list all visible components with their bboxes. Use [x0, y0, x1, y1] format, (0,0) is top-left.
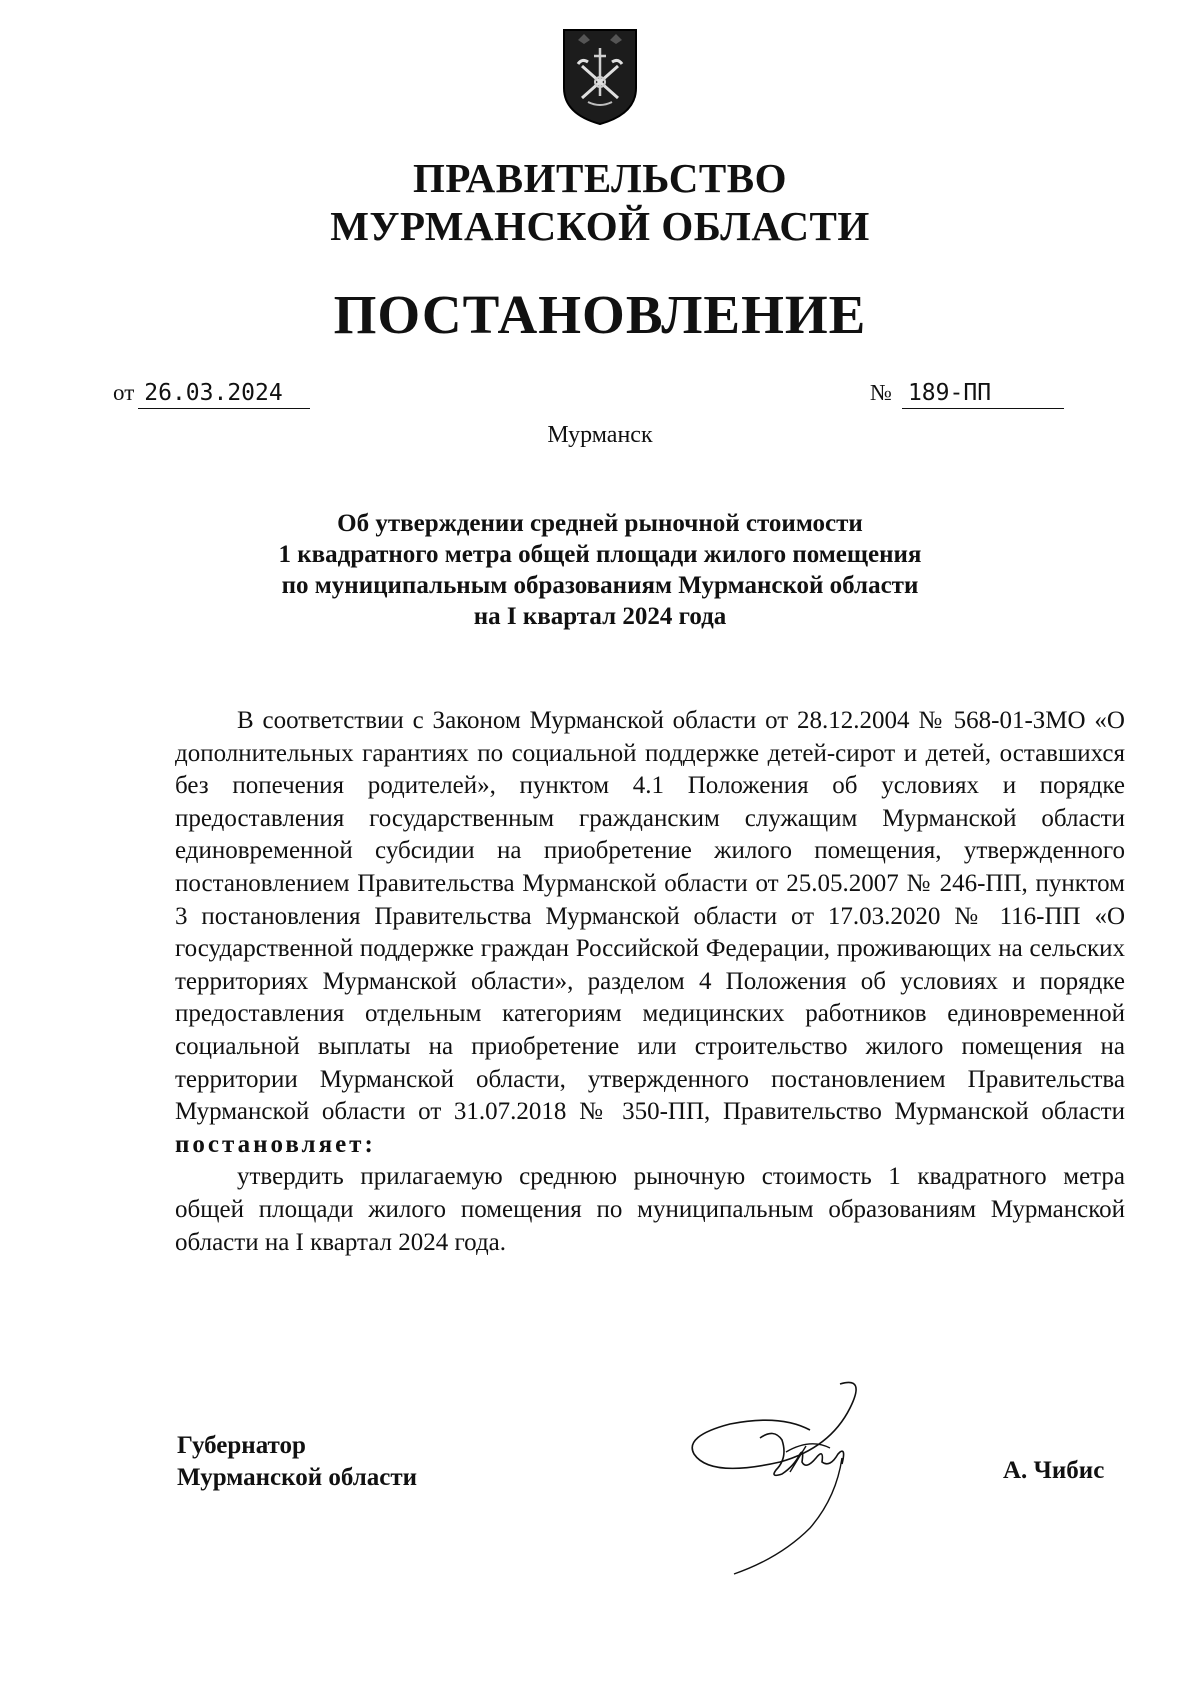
preamble-paragraph	[175, 705, 1125, 1161]
org-name-line1: ПРАВИТЕЛЬСТВО	[412, 155, 788, 201]
coat-of-arms-icon	[558, 26, 642, 126]
document-type-title: ПОСТАНОВЛЕНИЕ	[333, 284, 867, 345]
org-name-line2: МУРМАНСКОЙ ОБЛАСТИ	[330, 203, 870, 249]
date-prefix: от	[113, 380, 135, 405]
document-subject	[0, 508, 1200, 632]
preamble-text: В соответствии с Законом Мурманской области от 28.12.2004 № 568-01-ЗМО «О дополнительных гарантиях по социальной поддержке детей-сирот и детей, оставшихся без попечения родителей», пунктом 4.1 Положения об условиях и порядке предоставления государственным гражданским служащим Мурманской области единовременной субсидии на приобретение жилого помещения, утвержденного постановлением Правительства Мурманской области от 25.05.2007 № 246-ПП, пунктом 3 постановления Правительства Мурманской области от 17.03.2020 № 116-ПП «О государственной поддержке граждан Российской Федерации, проживающих на сельских территориях Мурманской области», разделом 4 Положения об условиях и порядке предоставления отдельным категориям медицинских работников единовременной социальной выплаты на приобретение или строительство жилого помещения на территории Мурманской области, утвержденного постановлением Правительства Мурманской области от 31.07.2018 № 350-ПП, Правительство Мурманской области	[175, 707, 1125, 1126]
subject-line: по муниципальным образованиям Мурманской области	[281, 572, 919, 599]
document-number	[870, 378, 1064, 409]
handwritten-signature-icon	[690, 1378, 930, 1578]
signer-title-line2: Мурманской области	[177, 1464, 418, 1491]
date-value: 26.03.2024	[138, 378, 310, 409]
resolution-verb: постановляет:	[175, 1130, 376, 1158]
subject-line: 1 квадратного метра общей площади жилого помещения	[278, 541, 922, 568]
subject-line: на I квартал 2024 года	[473, 603, 727, 630]
signer-position	[177, 1430, 417, 1494]
signer-name: А. Чибис	[1003, 1457, 1105, 1484]
city-name: Мурманск	[547, 422, 653, 448]
signer-title-line1: Губернатор	[177, 1432, 306, 1459]
document-date	[113, 378, 310, 409]
document-body	[175, 705, 1125, 1259]
resolution-paragraph: утвердить прилагаемую среднюю рыночную стоимость 1 квадратного метра общей площади жилого помещения по муниципальным образованиям Мурманской области на I квартал 2024 года.	[175, 1163, 1125, 1256]
number-value: 189-ПП	[902, 378, 1064, 409]
subject-line: Об утверждении средней рыночной стоимости	[337, 510, 863, 537]
number-prefix: №	[870, 380, 892, 405]
